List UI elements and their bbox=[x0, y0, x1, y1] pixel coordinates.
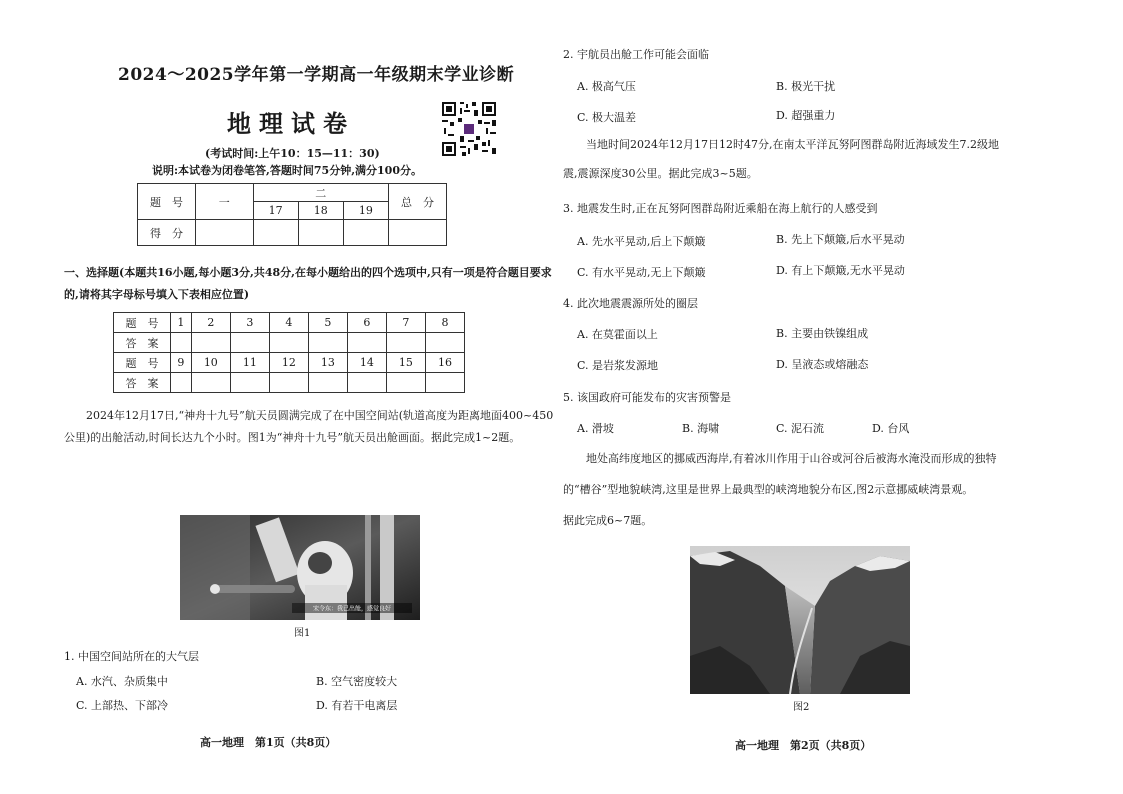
q2-option-a[interactable]: A. 极高气压 bbox=[577, 80, 636, 93]
answer-cell[interactable] bbox=[230, 333, 269, 353]
q2-option-d[interactable]: D. 超强重力 bbox=[776, 109, 836, 122]
exam-time: (考试时间:上午10：15—11：30) bbox=[205, 147, 380, 160]
q2-stem: 2. 宇航员出舱工作可能会面临 bbox=[563, 48, 709, 61]
answer-cell[interactable] bbox=[191, 373, 230, 393]
answer-cell[interactable] bbox=[230, 373, 269, 393]
score-row2-label: 得 分 bbox=[138, 220, 196, 246]
answer-row-label: 答 案 bbox=[114, 373, 171, 393]
question-number: 12 bbox=[269, 353, 308, 373]
q4-option-a[interactable]: A. 在莫霍面以上 bbox=[577, 328, 658, 341]
subject-title: 地理试卷 bbox=[227, 109, 355, 138]
answer-cell[interactable] bbox=[191, 333, 230, 353]
score-sub-col: 17 bbox=[253, 202, 298, 220]
question-number: 13 bbox=[308, 353, 347, 373]
q5-option-d[interactable]: D. 台风 bbox=[872, 422, 910, 435]
score-cell[interactable] bbox=[388, 220, 446, 246]
astronaut-photo bbox=[180, 515, 420, 620]
q3-option-a[interactable]: A. 先水平晃动,后上下颠簸 bbox=[577, 235, 706, 248]
answer-cell[interactable] bbox=[308, 333, 347, 353]
score-col-two: 二 bbox=[253, 184, 388, 202]
qr-code bbox=[440, 100, 498, 158]
score-col-one: 一 bbox=[195, 184, 253, 220]
score-cell[interactable] bbox=[298, 220, 343, 246]
score-col-total: 总 分 bbox=[388, 184, 446, 220]
question-number: 1 bbox=[171, 313, 192, 333]
figure1-caption: 图1 bbox=[294, 628, 311, 639]
q3-option-d[interactable]: D. 有上下颠簸,无水平晃动 bbox=[776, 264, 905, 277]
section1-instructions: 一、选择题(本题共16小题,每小题3分,共48分,在每小题给出的四个选项中,只有一项是符合题目要求的,请将其字母标号填入下表相应位置) bbox=[64, 266, 552, 301]
passage-fjord-line2: 的“槽谷”型地貌峡湾,这里是世界上最典型的峡湾地貌分布区,图2示意挪威峡湾景观。 bbox=[563, 483, 974, 496]
answer-cell[interactable] bbox=[171, 373, 192, 393]
passage-earthquake-line2: 震,震源深度30公里。据此完成3~5题。 bbox=[563, 167, 758, 180]
answer-row-label: 题 号 bbox=[114, 353, 171, 373]
photo-overlay-caption: 宋令东：我已出舱，感觉良好 bbox=[312, 605, 392, 613]
answer-cell[interactable] bbox=[347, 373, 386, 393]
q4-option-b[interactable]: B. 主要由铁镍组成 bbox=[776, 327, 869, 340]
answer-cell[interactable] bbox=[386, 333, 425, 353]
answer-row-label: 答 案 bbox=[114, 333, 171, 353]
answer-cell[interactable] bbox=[425, 373, 464, 393]
exam-title: 2024～2025学年第一学期高一年级期末学业诊断 bbox=[118, 65, 515, 85]
page2-footer: 高一地理 第2页（共8页） bbox=[735, 739, 872, 752]
answer-cell[interactable] bbox=[269, 373, 308, 393]
answer-cell[interactable] bbox=[347, 333, 386, 353]
answer-cell[interactable] bbox=[386, 373, 425, 393]
answer-cell[interactable] bbox=[425, 333, 464, 353]
passage-earthquake-line1: 当地时间2024年12月17日12时47分,在南太平洋瓦努阿图群岛附近海域发生7.2级地 bbox=[586, 138, 999, 151]
q4-option-c[interactable]: C. 是岩浆发源地 bbox=[577, 359, 659, 372]
q4-option-d[interactable]: D. 呈液态或熔融态 bbox=[776, 358, 869, 371]
q3-stem: 3. 地震发生时,正在瓦努阿图群岛附近乘船在海上航行的人感受到 bbox=[563, 202, 878, 215]
question-number: 2 bbox=[191, 313, 230, 333]
question-number: 7 bbox=[386, 313, 425, 333]
question-number: 11 bbox=[230, 353, 269, 373]
page1-footer: 高一地理 第1页（共8页） bbox=[200, 736, 337, 749]
q1-option-d[interactable]: D. 有若干电离层 bbox=[316, 699, 398, 712]
answer-row-label: 题 号 bbox=[114, 313, 171, 333]
q1-option-a[interactable]: A. 水汽、杂质集中 bbox=[76, 675, 168, 688]
score-cell[interactable] bbox=[343, 220, 388, 246]
q1-stem: 1. 中国空间站所在的大气层 bbox=[64, 650, 199, 663]
question-number: 10 bbox=[191, 353, 230, 373]
q5-option-b[interactable]: B. 海啸 bbox=[682, 422, 720, 435]
answer-table bbox=[113, 312, 465, 393]
q2-option-b[interactable]: B. 极光干扰 bbox=[776, 80, 836, 93]
exam-instructions: 说明:本试卷为闭卷笔答,答题时间75分钟,满分100分。 bbox=[152, 164, 422, 177]
question-number: 4 bbox=[269, 313, 308, 333]
score-sub-col: 19 bbox=[343, 202, 388, 220]
q2-option-c[interactable]: C. 极大温差 bbox=[577, 111, 637, 124]
q4-stem: 4. 此次地震震源所处的圈层 bbox=[563, 297, 698, 310]
answer-cell[interactable] bbox=[171, 333, 192, 353]
question-number: 15 bbox=[386, 353, 425, 373]
score-sub-col: 18 bbox=[298, 202, 343, 220]
q3-option-c[interactable]: C. 有水平晃动,无上下颠簸 bbox=[577, 266, 706, 279]
passage-fjord-line1: 地处高纬度地区的挪威西海岸,有着冰川作用于山谷或河谷后被海水淹没而形成的独特 bbox=[586, 452, 997, 465]
q3-option-b[interactable]: B. 先上下颠簸,后水平晃动 bbox=[776, 233, 905, 246]
q1-option-c[interactable]: C. 上部热、下部冷 bbox=[76, 699, 169, 712]
q5-option-c[interactable]: C. 泥石流 bbox=[776, 422, 825, 435]
score-table bbox=[137, 183, 447, 246]
question-number: 16 bbox=[425, 353, 464, 373]
answer-cell[interactable] bbox=[308, 373, 347, 393]
question-number: 14 bbox=[347, 353, 386, 373]
question-number: 8 bbox=[425, 313, 464, 333]
passage-shenzhou: 2024年12月17日,“神舟十九号”航天员圆满完成了在中国空间站(轨道高度为距离地面400~450公里)的出舱活动,时间长达九个小时。图1为“神舟十九号”航天员出舱画面。据此完成1~2题。 bbox=[64, 409, 554, 444]
question-number: 3 bbox=[230, 313, 269, 333]
score-cell[interactable] bbox=[195, 220, 253, 246]
question-number: 5 bbox=[308, 313, 347, 333]
passage-fjord-line3: 据此完成6~7题。 bbox=[563, 514, 653, 527]
q1-option-b[interactable]: B. 空气密度较大 bbox=[316, 675, 398, 688]
score-row-label: 题 号 bbox=[138, 184, 196, 220]
question-number: 6 bbox=[347, 313, 386, 333]
score-cell[interactable] bbox=[253, 220, 298, 246]
q5-option-a[interactable]: A. 滑坡 bbox=[577, 422, 614, 435]
question-number: 9 bbox=[171, 353, 192, 373]
figure2-caption: 图2 bbox=[793, 702, 810, 713]
answer-cell[interactable] bbox=[269, 333, 308, 353]
q5-stem: 5. 该国政府可能发布的灾害预警是 bbox=[563, 391, 731, 404]
fjord-photo bbox=[690, 546, 910, 694]
